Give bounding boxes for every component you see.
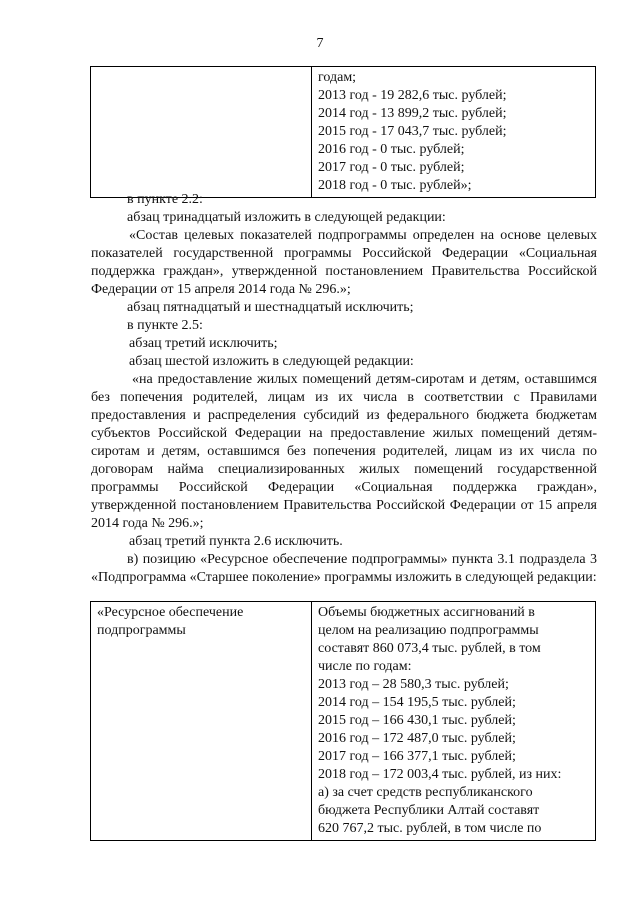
table-left-cell	[91, 67, 312, 198]
table-line: 2014 год - 13 899,2 тыс. рублей;	[318, 106, 507, 121]
table-row	[91, 602, 596, 841]
table-line: 2013 год - 19 282,6 тыс. рублей;	[318, 88, 507, 103]
table-line: составят 860 073,4 тыс. рублей, в том	[318, 641, 541, 656]
paragraph: в) позицию «Ресурсное обеспечение подпрограммы» пункта 3.1 подраздела 3 «Подпрограмма «Старшее поколение» программы изложить в следующей редакции:	[91, 552, 597, 585]
table-line: а) за счет средств республиканского	[318, 785, 533, 800]
table-line: бюджета Республики Алтай составят	[318, 803, 540, 818]
table-line: 2017 год – 166 377,1 тыс. рублей;	[318, 749, 516, 764]
table-line: 2018 год – 172 003,4 тыс. рублей, из них:	[318, 767, 562, 782]
table-line: 2018 год - 0 тыс. рублей»;	[318, 178, 472, 193]
table-line: 2015 год - 17 043,7 тыс. рублей;	[318, 124, 507, 139]
paragraph: абзац пятнадцатый и шестнадцатый исключить;	[127, 300, 414, 315]
paragraph: абзац шестой изложить в следующей редакции:	[129, 354, 414, 369]
table-line: 2013 год – 28 580,3 тыс. рублей;	[318, 677, 509, 692]
resource-table	[90, 601, 596, 841]
table-row	[91, 67, 596, 198]
table-line: 620 767,2 тыс. рублей, в том числе по	[318, 821, 542, 836]
paragraph: абзац третий исключить;	[129, 336, 278, 351]
quoted-paragraph: «Состав целевых показателей подпрограммы определен на основе целевых показателей государственной программы Российской Федерации «Социальная поддержка граждан», утвержденной постановлением Правительства Российской Федерации от 15 апреля 2014 года № 296.»;	[91, 228, 597, 297]
table-line: 2016 год - 0 тыс. рублей;	[318, 142, 465, 157]
table-line: 2016 год – 172 487,0 тыс. рублей;	[318, 731, 516, 746]
table-left-cell	[91, 602, 312, 841]
table-line: 2015 год – 166 430,1 тыс. рублей;	[318, 713, 516, 728]
quoted-paragraph: «на предоставление жилых помещений детям-сиротам и детям, оставшимся без попечения родителей, лицам из их числа в соответствии с Правилами предоставления и распределения субсидий из федерального бюджета бюджетам субъектов Российской Федерации на предоставление жилых помещений детям-сиротам и детям, оставшимся без попечения родителей, лицам из их числа по договорам найма специализированных жилых помещений государственной программы Российской Федерации «Социальная поддержка граждан», утвержденной постановлением Правительства Российской Федерации от 15 апреля 2014 года № 296.»;	[91, 372, 597, 531]
paragraph: в пункте 2.2:	[127, 192, 203, 207]
body-text	[91, 191, 597, 587]
table-line: годам;	[318, 70, 357, 85]
page-number: 7	[316, 36, 324, 51]
table-line: числе по годам:	[318, 659, 412, 674]
table-line: 2014 год – 154 195,5 тыс. рублей;	[318, 695, 516, 710]
paragraph: в пункте 2.5:	[127, 318, 203, 333]
table-right-cell	[312, 602, 596, 841]
paragraph: абзац тринадцатый изложить в следующей редакции:	[127, 210, 446, 225]
table-right-cell	[312, 67, 596, 198]
table-line: целом на реализацию подпрограммы	[318, 623, 539, 638]
table-line: 2017 год - 0 тыс. рублей;	[318, 160, 465, 175]
table-line: Объемы бюджетных ассигнований в	[318, 605, 535, 620]
funding-table-continuation	[90, 66, 596, 198]
paragraph: абзац третий пункта 2.6 исключить.	[129, 534, 343, 549]
table-line: «Ресурсное обеспечение	[97, 605, 244, 620]
table-line: подпрограммы	[97, 623, 186, 638]
